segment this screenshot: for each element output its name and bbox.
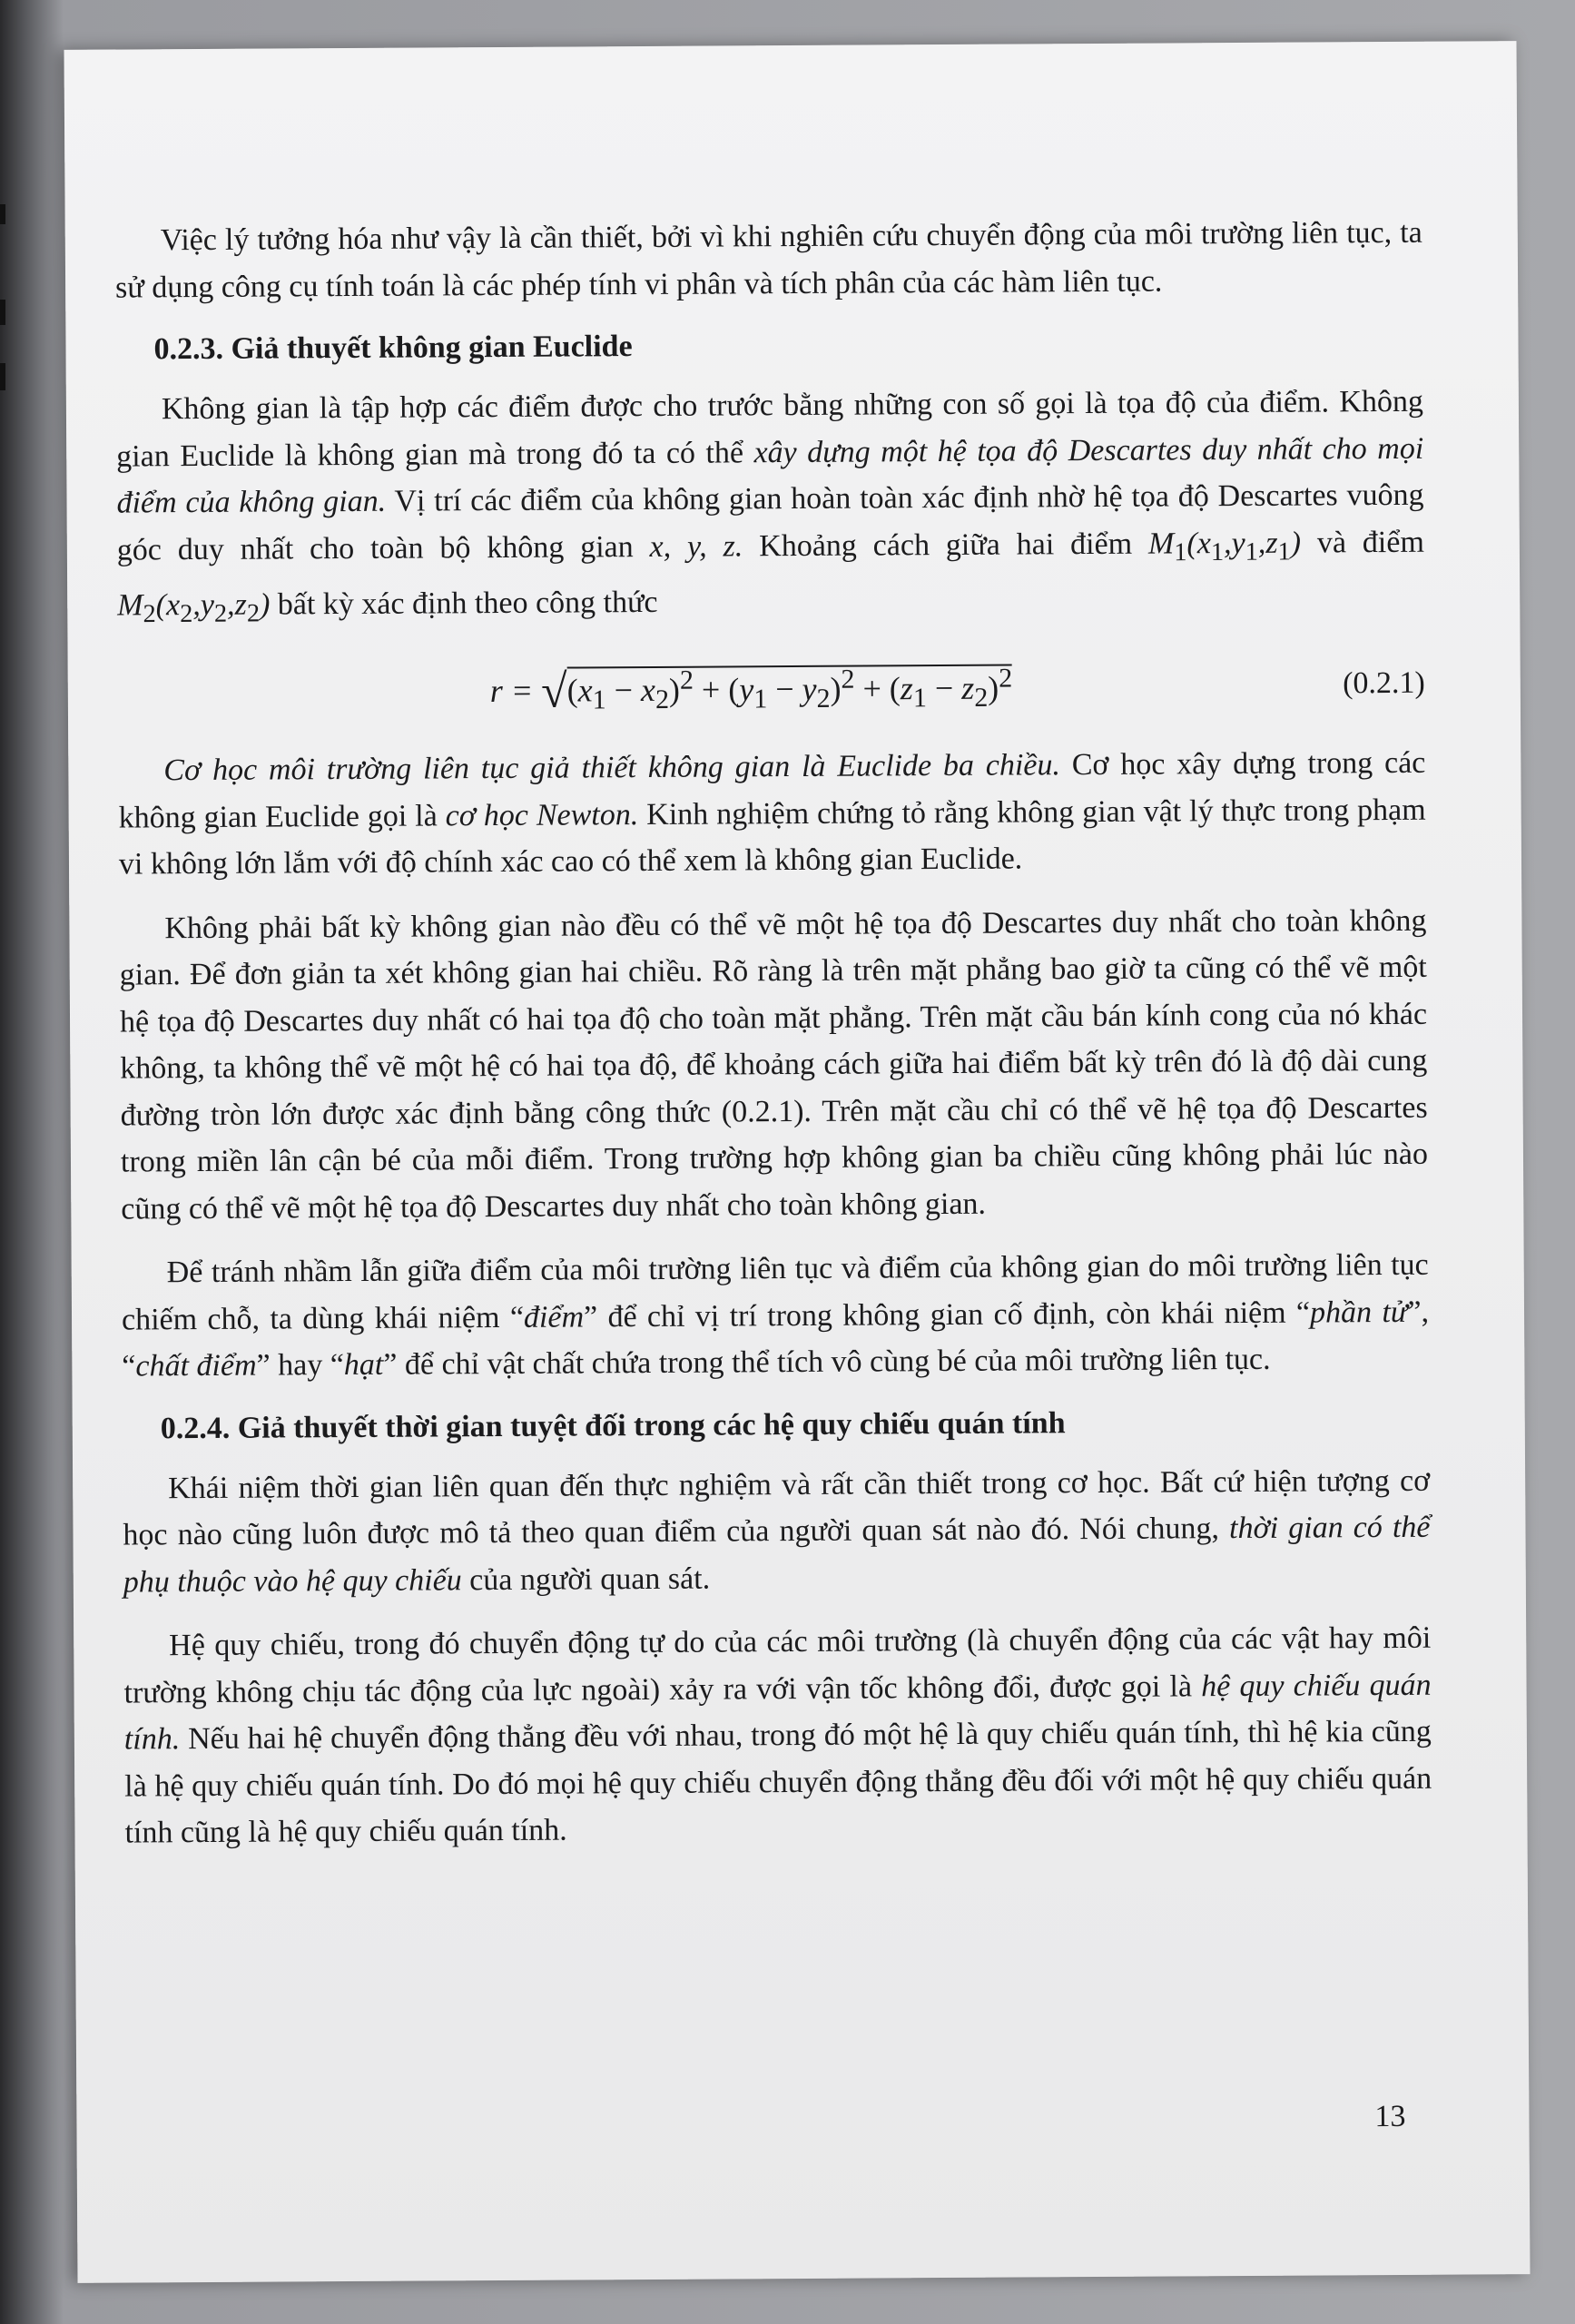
text: Để tránh nhầm lẫn giữa điểm của môi trường liên tục và điểm của không gian do môi trường liên tục chiếm chỗ, ta dùng khái niệm “ bbox=[121, 1247, 1429, 1337]
text: Vị trí các điểm của không gian hoàn toàn xác định nhờ hệ tọa độ Descartes vuông góc duy nhất cho toàn bộ không gian bbox=[116, 478, 1424, 567]
subscript: 1 bbox=[912, 683, 928, 714]
var: z bbox=[900, 670, 914, 707]
paragraph-euclid-space bbox=[116, 379, 1425, 638]
emphasis: hệ quy chiếu quán tính. bbox=[123, 1668, 1432, 1757]
symbol: ,y bbox=[1223, 526, 1245, 560]
prev-page-edge-mark bbox=[0, 363, 5, 390]
emphasis: thời gian có thể phụ thuộc vào hệ quy chiếu bbox=[123, 1510, 1431, 1600]
subscript: 1 bbox=[753, 684, 768, 714]
var: x bbox=[577, 672, 593, 709]
subscript: 1 bbox=[1277, 537, 1291, 566]
text: Nếu hai hệ chuyển động thẳng đều với nhau, trong đó một hệ là quy chiếu quán tính, thì hệ kia cũng là hệ quy chiếu quán tính. Do đó mọi hệ quy chiếu chuyển động thẳng đều đối với một hệ quy chiếu quán tính cũng là hệ quy chiếu quán tính. bbox=[124, 1714, 1432, 1850]
book-page bbox=[64, 41, 1531, 2283]
op: + bbox=[854, 670, 890, 707]
text: ” để chỉ vật chất chứa trong thể tích vô cùng bé của môi trường liên tục. bbox=[383, 1342, 1271, 1382]
emphasis: x, y, z. bbox=[649, 528, 743, 564]
text: bất kỳ xác định theo công thức bbox=[270, 585, 658, 622]
var: x bbox=[640, 672, 656, 709]
paragraph-newton-mechanics bbox=[118, 740, 1426, 888]
emphasis: điểm bbox=[523, 1300, 585, 1334]
symbol: ,z bbox=[226, 587, 247, 622]
subscript: 2 bbox=[143, 599, 156, 628]
text: Hệ quy chiếu, trong đó chuyển động tự do của các môi trường (là chuyển động của các vật hay môi trường không chịu tác động của lực ngoài) xảy ra với vận tốc không đổi, được gọi là bbox=[123, 1620, 1432, 1710]
subscript: 1 bbox=[1245, 537, 1258, 566]
symbol: (x bbox=[1186, 526, 1211, 560]
emphasis: hạt bbox=[343, 1347, 384, 1383]
subscript: 1 bbox=[592, 684, 606, 715]
text: và điểm bbox=[1300, 525, 1424, 560]
prev-page-edge-mark bbox=[0, 300, 5, 325]
symbol: (x bbox=[155, 587, 181, 623]
paragraph-inertial-frame bbox=[123, 1615, 1432, 1856]
emphasis: chất điểm bbox=[135, 1348, 257, 1384]
text: ” hay “ bbox=[256, 1348, 344, 1383]
op: − bbox=[926, 669, 962, 707]
paragraph-idealization: Việc lý tưởng hóa như vậy là cần thiết, bởi vì khi nghiên cứu chuyển động của môi trường liên tục, ta sử dụng công cụ tính toán là các phép tính vi phân và tích phân của các hàm liên tục. bbox=[114, 215, 1422, 305]
text: Không gian là tập hợp các điểm được cho trước bằng những con số gọi là tọa độ của điểm. Không gian Euclide là không gian mà trong đó ta có thể bbox=[116, 384, 1424, 474]
emphasis: cơ học Newton. bbox=[445, 797, 639, 832]
paragraph-point-terminology bbox=[122, 1242, 1430, 1390]
exponent: 2 bbox=[679, 665, 694, 695]
op: − bbox=[767, 671, 802, 708]
subscript: 2 bbox=[816, 684, 831, 714]
symbol: ) bbox=[259, 587, 271, 622]
emphasis: phần tử bbox=[1309, 1295, 1408, 1330]
paragraph-descartes-system: Không phải bất kỳ không gian nào đều có thể vẽ một hệ tọa độ Descartes duy nhất cho toàn không gian. Để đơn giản ta xét không gian hai chiều. Rõ ràng là trên mặt phẳng bao giờ ta cũng có thể vẽ một hệ tọa độ Descartes duy nhất có hai tọa độ cho toàn mặt phẳng. Trên mặt cầu bán kính cong của nó khác không, ta không thể vẽ một hệ có hai tọa độ, để khoảng cách giữa hai điểm bất kỳ trên đó là độ dài cung đường tròn lớn được xác định bằng công thức (0.2.1). Trên mặt cầu chỉ có thể vẽ hệ tọa độ Descartes trong miền lân cận bé của mỗi điểm. Trong trường hợp không gian ba chiều cũng không phải lúc nào cũng có thể vẽ một hệ tọa độ Descartes duy nhất cho toàn không gian. bbox=[119, 903, 1429, 1226]
text: Kinh nghiệm chứng tỏ rằng không gian vật lý thực trong phạm vi không lớn lắm với độ chính xác cao có thể xem là không gian Euclide. bbox=[118, 793, 1426, 881]
symbol: M bbox=[117, 588, 143, 623]
var: y bbox=[802, 670, 817, 708]
text: Khái niệm thời gian liên quan đến thực nghiệm và rất cần thiết trong cơ học. Bất cứ hiện tượng cơ học nào cũng luôn được mô tả theo quan điểm của người quan sát nào đó. Nói chung, bbox=[123, 1463, 1431, 1552]
subscript: 2 bbox=[180, 599, 193, 628]
exponent: 2 bbox=[841, 664, 855, 694]
symbol: ,y bbox=[192, 587, 215, 622]
op: + bbox=[693, 671, 729, 708]
var: z bbox=[961, 669, 975, 706]
symbol: ) bbox=[1290, 526, 1302, 560]
exponent: 2 bbox=[999, 663, 1013, 694]
text: Khoảng cách giữa hai điểm bbox=[743, 527, 1149, 563]
emphasis: Cơ học môi trường liên tục giả thiết không gian là Euclide ba chiều. bbox=[163, 748, 1061, 788]
text: ”, “ bbox=[122, 1295, 1430, 1384]
section-heading-0-2-4: 0.2.4. Giả thuyết thời gian tuyệt đối trong các hệ quy chiếu quán tính bbox=[160, 1405, 1066, 1445]
symbol: M bbox=[1147, 526, 1175, 561]
subscript: 1 bbox=[1174, 537, 1187, 566]
emphasis: xây dựng một hệ tọa độ Descartes duy nhất cho mọi điểm của không gian. bbox=[116, 431, 1424, 520]
op: − bbox=[605, 672, 642, 709]
subscript: 1 bbox=[1210, 537, 1225, 566]
subscript: 2 bbox=[974, 682, 989, 714]
prev-page-edge-mark bbox=[0, 204, 5, 224]
subscript: 2 bbox=[213, 599, 228, 628]
paragraph-time-concept bbox=[123, 1457, 1431, 1605]
text: ” để chỉ vị trí trong không gian cố định, còn khái niệm “ bbox=[583, 1295, 1311, 1334]
page-number: 13 bbox=[1374, 2099, 1406, 2134]
var: y bbox=[739, 671, 754, 708]
symbol: ,z bbox=[1257, 526, 1278, 560]
distance-formula bbox=[118, 647, 1425, 728]
section-heading-0-2-3: 0.2.3. Giả thuyết không gian Euclide bbox=[153, 330, 633, 367]
text: của người quan sát. bbox=[461, 1561, 711, 1597]
formula-expression: $r = √(x_1 - x_2)^2 + (y_1 - y_2)^2 + (z_1 - z_2)^2$ bbox=[489, 663, 1013, 718]
page-content bbox=[115, 210, 1432, 1874]
text: Cơ học xây dựng trong các không gian Euclide gọi là bbox=[118, 745, 1426, 835]
subscript: 2 bbox=[246, 599, 261, 628]
subscript: 2 bbox=[655, 684, 670, 715]
equation-number: (0.2.1) bbox=[1343, 665, 1425, 701]
formula-lhs: r = bbox=[489, 672, 534, 710]
